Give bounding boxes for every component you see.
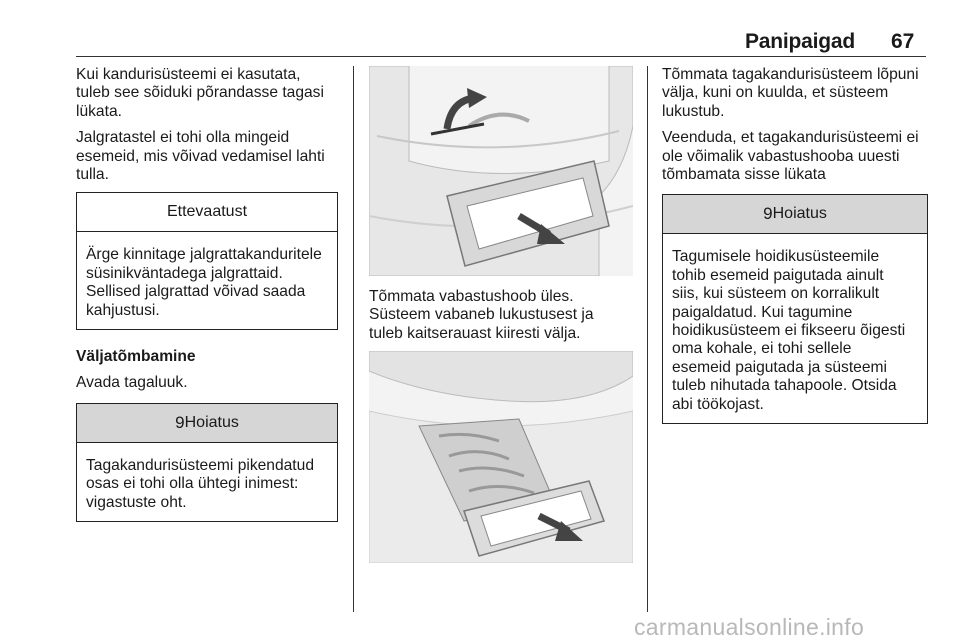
warning-box xyxy=(76,403,338,522)
paragraph: Veenduda, et tagakandurisüsteemi ei ole võimalik vabastushooba uuesti tõmbamata sisse lükata xyxy=(662,129,919,184)
warning-body: Tagumisele hoidikusüsteemile tohib esemeid paigutada ainult siis, kui süsteem on korralikult paigaldatud. Kui tagumine hoidikusüsteem ei fikseeru õigesti oma kohale, ei tohi sellele esemeid paigutada ja süsteemi tuleb nihutada tahapoole. Otsida abi töökojast. xyxy=(672,248,906,413)
column-divider-1 xyxy=(353,66,354,612)
caution-title: Ettevaatust xyxy=(77,193,337,232)
watermark: carmanualsonline.info xyxy=(634,614,865,640)
warning-body: Tagakandurisüsteemi pikendatud osas ei tohi olla ühtegi inimest: vigastuste oht. xyxy=(86,456,314,511)
warning-title: Hoiatus xyxy=(184,413,239,431)
illustration-extended-carrier xyxy=(369,351,633,563)
warning-box xyxy=(662,194,928,424)
paragraph: Avada tagaluuk. xyxy=(76,374,188,392)
paragraph: Jalgratastel ei tohi olla mingeid esemeid, mis võivad vedamisel lahti tulla. xyxy=(76,129,325,184)
paragraph: Kui kandurisüsteemi ei kasutata, tuleb see sõiduki põrandasse tagasi lükata. xyxy=(76,66,324,120)
page-title: Panipaigad xyxy=(745,30,856,53)
paragraph: Tõmmata vabastushoob üles. Süsteem vabaneb lukustusest ja tuleb kaitserauast kiiresti välja. xyxy=(369,288,594,342)
caution-body: Ärge kinnitage jalgrattakanduritele süsinikväntadega jalgrattaid. Sellised jalgrattad võivad saada kahjustusi. xyxy=(86,246,322,319)
column-1 xyxy=(76,66,338,522)
warning-icon: 9 xyxy=(175,412,185,432)
paragraph: Tõmmata tagakandurisüsteem lõpuni välja, kuni on kuulda, et süsteem lukustub. xyxy=(662,66,919,120)
header-rule xyxy=(76,56,926,57)
column-divider-2 xyxy=(647,66,648,612)
page-number: 67 xyxy=(891,30,915,53)
column-3 xyxy=(662,66,928,424)
warning-icon: 9 xyxy=(763,204,773,224)
warning-title: Hoiatus xyxy=(772,205,827,223)
warning-header xyxy=(77,404,337,443)
section-subheading: Väljatõmbamine xyxy=(76,348,196,366)
column-2 xyxy=(369,66,633,563)
illustration-release-lever xyxy=(369,66,633,276)
caution-box xyxy=(76,192,338,330)
warning-header xyxy=(663,195,927,234)
